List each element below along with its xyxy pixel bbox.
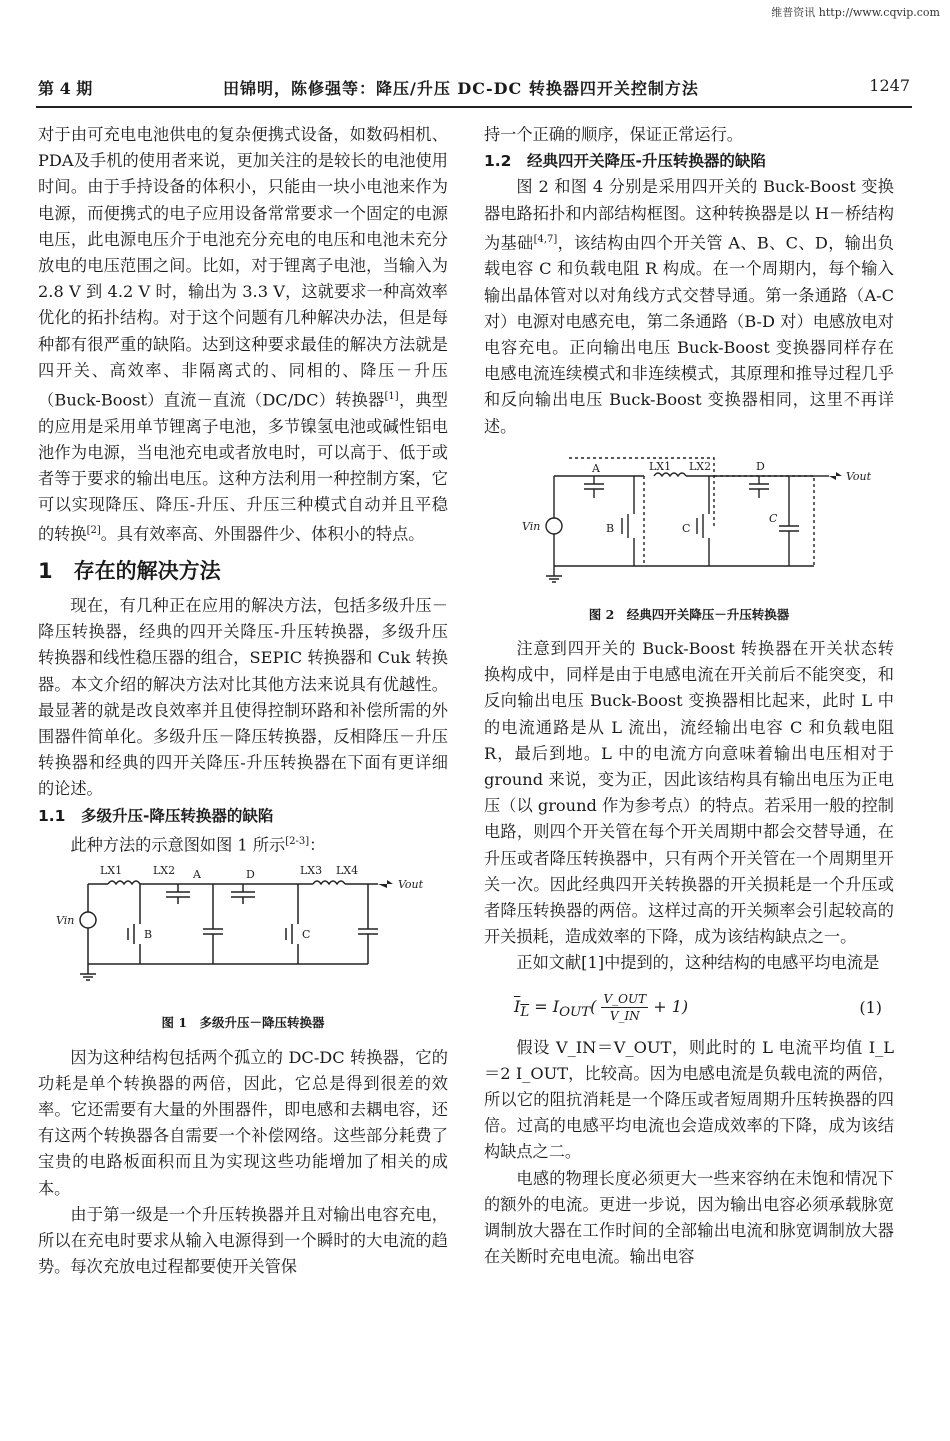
paragraph: 持一个正确的顺序，保证正常运行。 — [484, 125, 743, 144]
label-lx3: LX3 — [300, 864, 323, 878]
equation-body: $I_L = I_{OUT}$( $\frac{\text{V\_OUT}}{V\_IN}$ + 1) — [514, 991, 689, 1023]
label-c: C — [302, 928, 311, 942]
issue-number: 第 4 期 — [38, 79, 93, 98]
watermark: 维普资讯 http://www.cqvip.com — [771, 6, 940, 19]
label-lx4: LX4 — [336, 864, 359, 878]
running-title: 田锦明，陈修强等：降压/升压 DC-DC 转换器四开关控制方法 — [223, 79, 699, 98]
label-vout: Vout — [398, 878, 424, 892]
figure-1-circuit — [38, 864, 448, 1004]
label-c-cap: C — [769, 511, 778, 525]
label-vin: Vin — [56, 914, 75, 928]
paragraph: 现在，有几种正在应用的解决方法，包括多级升压－降压转换器，经典的四开关降压-升压转换器，多级升压转换器和线性稳压器的组合，SEPIC 转换器和 Cuk 转换器。本文介绍的解决方法对比其他方法来说具有优越性。最显著的就是改良效率并且使得控制环路和补偿所需的外围器件简单化。多级升压－降压转换器，反相降压－升压转换器和经典的四开关降压-升压转换器在下面有更详细的论述。 — [38, 596, 448, 799]
label-a: A — [193, 868, 201, 882]
label-b: B — [606, 521, 615, 535]
left-column — [38, 122, 448, 1280]
paragraph: 对于由可充电电池供电的复杂便携式设备，如数码相机、PDA及手机的使用者来说，更加关注的是较长的电池使用时间。由于手持设备的体积小，只能由一块小电池来作为电源，而便携式的电子应用设备常常要求一个固定的电源电压，此电源电压介于电池充分充电的电压和电池未充分放电的电压范围之间。比如，对于锂离子电池，当输入为 2.8 V 到 4.2 V 时，输出为 3.3 V，这就要求一种高效率优化的拓扑结构。对于这个问题有几种解决办法，但是每种都有很严重的缺陷。达到这种要求最佳的解决方法就是四开关、高效率、非隔离式的、同相的、降压－升压（Buck-Boost）直流－直流（DC/DC）转换器[1]，典型的应用是采用单节锂离子电池，多节镍氢电池或碱性铝电池作为电源，当电池充电或者放电时，可以高于、低于或者等于要求的输出电压。这种方法利用一种控制方案，它可以实现降压、降压-升压、升压三种模式自动并且平稳的转换[2]。具有效率高、外围器件少、体积小的特点。 — [38, 125, 448, 544]
label-vout: Vout — [846, 469, 872, 483]
paragraph: 电感的物理长度必须更大一些来容纳在未饱和情况下的额外的电流。更进一步说，因为输出电容必须承载脉宽调制放大器在工作时间的全部输出电流和脉宽调制放大器在关断时充电电流。输出电容 — [484, 1168, 894, 1267]
label-lx2: LX2 — [153, 864, 176, 878]
label-vin: Vin — [522, 519, 541, 533]
paragraph: 正如文献[1]中提到的，这种结构的电感平均电流是 — [516, 953, 880, 973]
figure-1-caption: 图 1 多级升压－降压转换器 — [161, 1015, 325, 1031]
header-rule — [36, 106, 912, 108]
label-lx1: LX1 — [100, 864, 123, 878]
paragraph: 由于第一级是一个升压转换器并且对输出电容充电，所以在充电时要求从输入电源得到一个瞬时的大电流的趋势。每次充放电过程都要使开关管保 — [38, 1204, 448, 1277]
label-b: B — [144, 928, 153, 942]
right-column — [484, 122, 894, 1271]
running-header — [38, 76, 910, 100]
label-a: A — [592, 461, 600, 475]
page-number: 1247 — [869, 76, 910, 95]
section-heading: 1 存在的解决方法 — [38, 559, 221, 584]
paragraph: 注意到四开关的 Buck-Boost 转换器在开关状态转换构成中，同样是由于电感电流在开关前后不能突变，和反向输出电压 Buck-Boost 变换器相比起来，此时 L 中的电流通路是从 L 流出，流经输出电容 C 和负载电阻 R，最后到地。L 中的电流方向意味着输出电压相对于 ground 来说，变为正，因此该结构具有输出电压为正电压（以 ground 作为参考点）的特点。若采用一般的控制电路，则四个开关管在每个开关周期中都会交替导通，在升压或者降压转换器中，只有两个开关管在一个周期里开关一次。因此经典四开关转换器的开关损耗是一个升压或者降压转换器的两倍。这样过高的开关频率会引起较高的开关损耗，造成效率的下降，成为该结构缺点之一。 — [484, 639, 894, 947]
equation-number: (1) — [859, 997, 882, 1017]
label-d: D — [756, 459, 765, 473]
label-lx2: LX2 — [689, 459, 712, 473]
paragraph: 图 2 和图 4 分别是采用四开关的 Buck-Boost 变换器电路拓扑和内部结构框图。这种转换器是以 H－桥结构为基础[4,7]，该结构由四个开关管 A、B、C、D，输出负载电容 C 和负载电阻 R 构成。在一个周期内，每个输入输出晶体管对以对角线方式交替导通。第一条通路（A-C 对）电源对电感充电，第二条通路（B-D 对）电感放电对电容充电。正向输出电压 Buck-Boost 变换器同样存在电感电流连续模式和非连续模式，其原理和推导过程几乎和反向输出电压 Buck-Boost 变换器相同，这里不再详述。 — [484, 177, 894, 436]
subsection-heading: 1.2 经典四开关降压-升压转换器的缺陷 — [484, 152, 766, 171]
paragraph: 假设 V_IN＝V_OUT，则此时的 L 电流平均值 I_L＝2 I_OUT，比较高。因为电感电流是负载电流的两倍，所以它的阻抗消耗是一个降压或者短周期升压转换器的四倍。过高的电感平均电流也会造成效率的下降，成为该结构缺点之二。 — [484, 1037, 894, 1162]
paragraph: 此种方法的示意图如图 1 所示[2-3]： — [70, 835, 326, 855]
label-lx1: LX1 — [649, 459, 672, 473]
figure-2-caption: 图 2 经典四开关降压－升压转换器 — [588, 606, 790, 622]
equation-1 — [484, 983, 894, 1029]
subsection-heading: 1.1 多级升压-降压转换器的缺陷 — [38, 806, 274, 825]
figure-2-circuit — [484, 446, 894, 596]
label-c-switch: C — [682, 521, 691, 535]
paragraph: 因为这种结构包括两个孤立的 DC-DC 转换器，它的功耗是单个转换器的两倍，因此，它总是得到很差的效率。它还需要有大量的外围器件，即电感和去耦电容，还有这两个转换器各自需要一个补偿网络。这些部分耗费了宝贵的电路板面积而且为实现这些功能增加了相关的成本。 — [38, 1047, 448, 1198]
label-d: D — [246, 868, 255, 882]
